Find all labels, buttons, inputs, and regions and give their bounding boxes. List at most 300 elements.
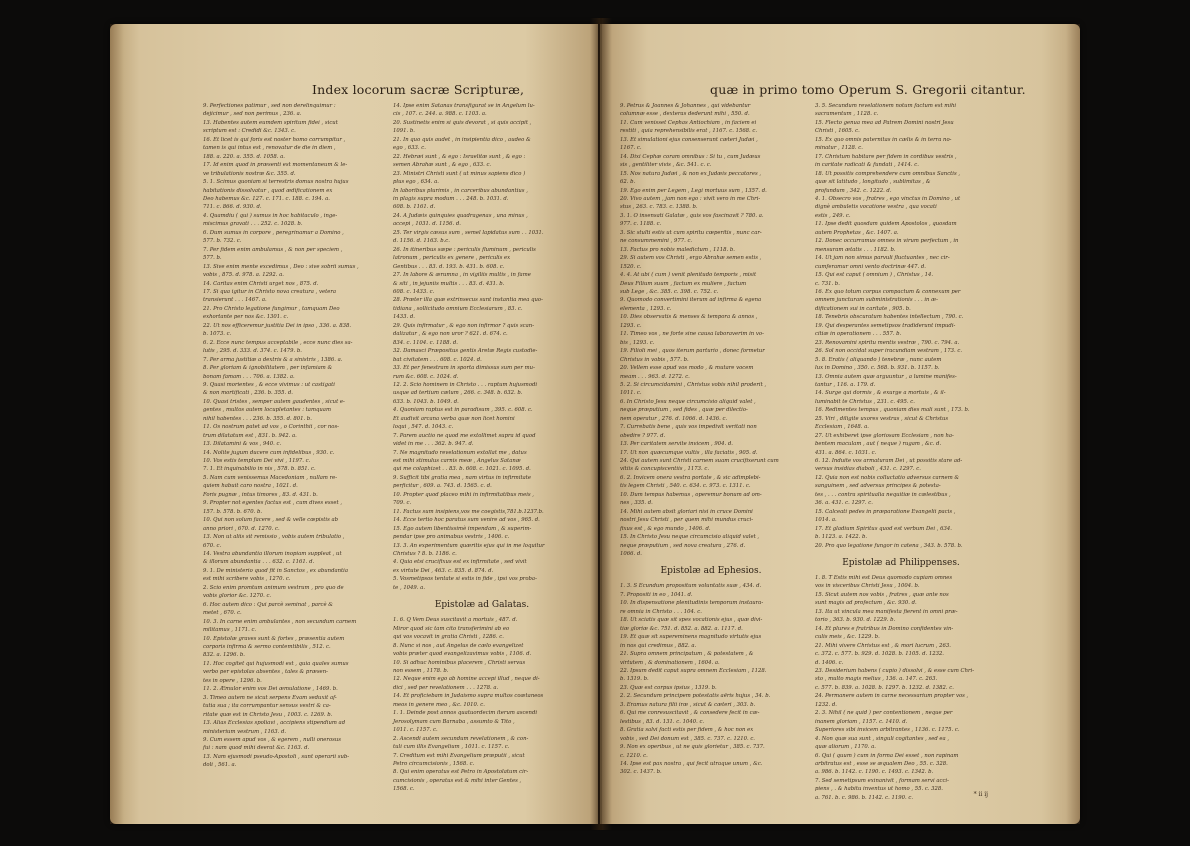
index-line: te , 1049. a. [393, 584, 426, 591]
index-line: vobis præter quod evangelizavimus vobis , 1106. d. [393, 651, 532, 658]
index-line: 14. Caritas enim Christi urget nos , 875. d. [203, 280, 319, 287]
index-line: neque præputium , sed fides , quæ per dilectio- [620, 407, 748, 414]
index-line: 25. Ter virgis cæsus sum , semel lapidatus sum . . 1031. [393, 229, 544, 236]
index-line: 11. Os nostrum patet ad vos , o Corinthii , cor nos- [203, 424, 339, 431]
index-line: in nos qui credimus , 882. a. [620, 642, 697, 649]
index-line: 188. a. 220. a. 355. d. 1058. a. [203, 153, 285, 160]
index-line: 19. Filioli mei , quos iterum parturio , donec formetur [620, 348, 765, 355]
index-line: 11. Cum venisset Cephas Antiochiam , in faciem ei [620, 119, 757, 126]
index-line: Foris pugnæ , intus timores , 83. d. 431. b. [203, 491, 318, 498]
index-line: lestibus , 83. d. 131. c. 1040. c. [620, 718, 705, 725]
index-line: 4. 4. At ubi ( cum ) venit plenitudo temporis , misit [620, 272, 757, 279]
index-line: pendar ipse pro animabus vestris , 1406. c. [393, 534, 510, 541]
index-line: perficitur , 609. a. 743. d. 1565. c. d. [393, 483, 492, 490]
index-line: 12. Neque enim ego ab homine accepi illud , neque di- [393, 676, 540, 683]
index-line: 15. In Christo Jesu neque circumcisio aliquid valet , [620, 534, 760, 541]
index-line: versus insidias diaboli , 431. c. 1297. c. [815, 466, 921, 473]
index-line: c. 731. b. [815, 280, 840, 287]
index-line: Superiores sibi invicem arbitrantes , 1136. c. 1175. c. [815, 727, 960, 734]
index-line: 13. Non ut aliis sit remissio , vobis autem tribulatio , [203, 534, 345, 541]
index-line: 15. Ego autem libentissimè impendam , & superim- [393, 525, 532, 532]
index-line: Deo habemus &c. 127. c. 171. c. 188. c. 194. a. [203, 195, 330, 202]
index-line: 670. c. [203, 542, 222, 549]
index-line: 6. 2. Ecce nunc tempus acceptabile , ecce nunc dies sa- [203, 339, 353, 346]
index-line: sto , multo magis melius , 136. a. 147. c. 263. [815, 676, 938, 683]
index-line: 29. Si autem vos Christi , ergo Abrahæ semen estis , [620, 255, 762, 262]
index-line: autem Prophetas , &c. 1407. a. [815, 229, 899, 236]
index-line: 6. Dum sumus in corpore , peregrinamur a Domino , [203, 229, 344, 236]
index-line: 12. Quia non est nobis colluctatio adversus carnem & [815, 474, 960, 481]
index-line: 16. Et licet is qui foris est noster homo corrumpitur , [203, 136, 346, 143]
index-line: sunt magis ad profectum , &c. 930. d. [815, 600, 917, 607]
index-line: 16. Ex quo totum corpus compactum & connexum per [815, 288, 961, 295]
section-title-philippenses: Epistolæ ad Philippenses. [842, 558, 960, 569]
index-line: 9. Perfectiones patimur , sed non derelinquimur : [203, 103, 336, 109]
index-line: ministerium vestrum , 1163. d. [203, 728, 287, 735]
index-line: 23. Ministri Christi sunt ( ut minus sapiens dico ) [393, 170, 526, 177]
philippenses-entries [815, 574, 987, 802]
index-line: 1520. c. [620, 263, 642, 270]
index-line: 5. Nam cum venissemus Macedoniam , nullam re- [203, 474, 338, 481]
index-line: ne consummemini , 977. c. [620, 238, 693, 245]
index-line: 36. a. 431. c. 1297. c. [815, 500, 873, 507]
right-page [600, 24, 1080, 824]
index-line: 24. Qui autem sunt Christi carnem suam crucifixerunt cum [620, 458, 779, 465]
left-column-2 [393, 102, 571, 794]
index-line: d. 1406. c. [815, 659, 844, 666]
index-line: 19. Qui desperantes semetipsos tradiderunt impudi- [815, 322, 956, 329]
index-line: 20. Vellem esse apud vos modo , & mutare vocem [620, 365, 754, 372]
index-line: 25. Viri , diligite uxores vestras , sicut & Christus [815, 415, 949, 422]
index-line: 12. Donec occurramus omnes in virum perfectum , in [815, 238, 959, 245]
index-line: 9. Petrus & Joannes & Johannes , qui videbantur [620, 103, 751, 109]
index-line: 633. b. 1043. b. 1049. d. [393, 398, 459, 405]
index-line: 14. Vestra abundantia illorum inopiam suppleat , ut [203, 551, 342, 558]
index-line: dejicimur , sed non perimus , 236. a. [203, 111, 302, 118]
index-line: 608. c. 1433. c. [393, 288, 435, 295]
index-line: 1. 1. Deinde post annos quatuordecim iterum ascendi [393, 710, 538, 717]
index-line: ego , 633. c. [393, 145, 426, 152]
index-line: inanem gloriam , 1157. c. 1410. d. [815, 718, 908, 725]
index-line: 157. b. 578. b. 670. b. [203, 508, 263, 515]
index-line: 6. Hoc autem dico : Qui parcè seminat , parcè & [203, 601, 334, 608]
index-line: 17. Ut non quæcumque vultis , illa faciatis , 905. d. [620, 449, 758, 456]
index-line: 1011. c. [620, 390, 642, 397]
index-line: plus ego , 634. a. [393, 179, 439, 186]
index-line: 7. Propositi in eo , 1041. d. [620, 591, 693, 598]
index-line: 4. Quamdiu ( qui ) sumus in hoc habitaculo , inge- [203, 212, 338, 219]
index-line: dignè ambuletis vocatione vestra , qua vocati [815, 204, 937, 211]
index-line: 7. Per arma justitiæ a dextris & a sinistris , 1386. a. [203, 356, 343, 363]
index-line: militamus , 1171. c. [203, 627, 257, 634]
index-line: gentes , multos autem locupletantes : tamquam [203, 407, 331, 414]
index-line: 15. Flecto genua mea ad Patrem Domini nostri Jesu [815, 119, 954, 126]
index-line: 14. Ipse est pax nostra , qui fecit utraque unum , &c. [620, 760, 763, 767]
index-line: rum &c. 608. c. 1024. d. [393, 373, 459, 380]
index-line: virtutem , & dominationem , 1604. a. [620, 659, 720, 666]
index-line: 27. Ut exhiberet ipse gloriosam Ecclesiam , non ha- [815, 432, 954, 439]
index-line: & non mortificati , 236. b. 355. d. [203, 390, 293, 397]
index-line: 4. Non quæ sua sunt , singuli cogitantes , sed ea , [815, 735, 950, 742]
index-line: in caritate radicati & fundati , 1414. c. [815, 162, 919, 169]
index-line: bis , 1293. c. [620, 339, 655, 346]
index-line: 10. Dum tempus habemus , operemur bonum ad om- [620, 491, 762, 498]
index-line: 21. Mihi vivere Christus est , & mori lucrum , 263. [815, 642, 951, 649]
index-line: 18. Tenebris obscuratum habentes intellectum , 790. c. [815, 314, 964, 321]
index-line: 24. A Judæis quinquies quadragenas , una minus , [393, 212, 528, 219]
index-line: 1. 6. Q Vem Deus suscitavit a mortuis , 487. d. [393, 617, 518, 624]
index-line: tidiana , sollicitudo omnium Ecclesiarum , 83. c. [393, 305, 523, 312]
index-line: 3. 5. Secundum revelationem notum factum est mihi [815, 103, 957, 109]
index-line: tutia sua ; ita corrumpantur sensus vestri & ca- [203, 703, 331, 710]
index-line: doli , 561. a. [203, 762, 237, 769]
right-running-head: quæ in primo tomo Operum S. Gregorii citantur. [710, 82, 1026, 97]
index-line: 6. 2. Invicem onera vestra portate , & sic adimplebi- [620, 474, 761, 481]
index-line: 28. Præter illa quæ extrinsecus sunt instantia mea quo- [393, 297, 543, 304]
index-line: 14. Mihi autem absit gloriari nisi in cruce Domini [620, 508, 753, 515]
index-line: 22. Ipsum dedit caput supra omnem Ecclesiam , 1128. [620, 668, 767, 674]
index-line: 13. 3. An experimentum quæritis ejus qui in me loquitur [393, 542, 545, 549]
galatas-entries [393, 616, 571, 794]
index-line: 26. Sol non occidat super iracundiam vestram , 173. c. [815, 348, 963, 355]
index-line: bentem maculam , aut ( neque ) rugam , &c. d. [815, 441, 942, 448]
index-line: ve tribulationis nostræ &c. 355. d. [203, 170, 296, 177]
index-line: 8. Nunc si nos , aut Angelus de cælo evangelizet [393, 642, 524, 649]
index-line: 23. Desiderium habens ( cupio ) dissolvi , & esse cum Chri- [815, 668, 975, 674]
index-line: 10. Vos estis templum Dei vivi , 1197. c. [203, 458, 311, 465]
index-line: tantur , 116. a. 179. d. [815, 381, 876, 388]
index-line: stus , 263. c. 783. c. 1388. b. [620, 204, 698, 211]
index-line: Christus in vobis , 577. b. [620, 356, 689, 363]
index-line: 13. Factus pro nobis maledictum , 1118. b. [620, 246, 735, 253]
index-line: nihil habentes . . . 236. b. 355. d. 801. b. [203, 415, 312, 422]
index-line: sub Lege , &c. 385. c. 398. c. 752. c. [620, 288, 719, 295]
index-line: 10. Si adhuc hominibus placerem , Christi servus [393, 659, 526, 666]
index-line: 14. Et proficiebam in Judaismo supra multos coætaneos [393, 693, 544, 700]
index-line: loqui , 547. d. 1043. c. [393, 424, 454, 431]
index-line: 15. Sicut autem nos vobis , fratres , quæ ante nos [815, 591, 949, 598]
index-line: 62. b. [620, 179, 636, 186]
index-line: nostri Jesu Christi , per quem mihi mundus cruci- [620, 517, 754, 524]
index-line: 6. Qui me conresuscitavit , & consedere fecit in cæ- [620, 710, 760, 717]
index-line: 11. 2. Æmulor enim vos Dei æmulatione , 1469. b. [203, 686, 338, 693]
index-line: meos in genere meo , &c. 1010. c. [393, 701, 485, 708]
index-line: 20. Pro quo legatione fungor in catena , 343. b. 578. b. [815, 542, 963, 549]
index-line: mensuram ætatis . . . 1182. b. [815, 246, 896, 253]
index-line: 7. Sed semetipsum exinanivit , formam servi acci- [815, 777, 949, 784]
index-line: est mihi scribere vobis , 1270. c. [203, 576, 291, 583]
index-line: 19. Ego enim per Legem , Legi mortuus sum , 1357. d. [620, 187, 767, 194]
index-line: 7. 1. Et inquinabilio in nis , 578. b. 851. c. [203, 466, 316, 473]
index-line: dalizatur , & ego non uror ? 621. d. 674. c. [393, 331, 508, 338]
index-line: 608. b. 1161. d. [393, 204, 436, 211]
index-line: 9. Quasi morientes , & ecce vivimus : ut castigati [203, 381, 335, 388]
index-line: restiti , quia reprehensibilis erat , 1167. c. 1568. c. [620, 128, 758, 135]
index-line: 2. Ascendi autem secundum revelationem , & con- [393, 735, 529, 742]
index-line: In laboribus plurimis , in carceribus abundantius , [393, 187, 528, 194]
index-line: 711. c. 866. d. 930. d. [203, 204, 262, 211]
index-line: elementa , 1293. c. [620, 305, 672, 312]
index-line: 22. Hebræi sunt , & ego : Israelitæ sunt , & ego : [393, 153, 526, 160]
index-line: 8. Per gloriam & ignobilitatem , per infamiam & [203, 365, 333, 372]
index-line: piens , . & habitu inventus ut homo , 55. c. 328. [815, 786, 943, 793]
section-title-galatas: Epistolæ ad Galatas. [434, 600, 530, 611]
index-line: 4. Quia etsi crucifixus est ex infirmitate , sed vivit [393, 559, 527, 566]
index-line: Gentibus . . . 83. d. 193. b. 431. b. 608. c. [393, 263, 505, 270]
index-line: neque præputium , sed nova creatura , 276. d. [620, 542, 746, 549]
index-line: columnæ esse , dexteras dederunt mihi , 550. d. [620, 111, 750, 118]
index-line: vos in visceribus Christi Jesu , 1004. b. [815, 583, 920, 590]
index-line: habitationis dissolvatur , quod ædificationem ex [203, 187, 333, 194]
index-line: 21. In quo quis audet , in insipientia dico , audeo & [393, 136, 531, 143]
index-line: nes , 335. d. [620, 500, 653, 507]
index-line: 577. b. [203, 255, 222, 262]
index-line: 22. Ut nos efficeremur justitia Dei in ipso , 336. a. 838. [203, 322, 352, 329]
index-line: 577. b. 732. c. [203, 238, 242, 245]
index-line: 26. In itineribus sæpe : periculis fluminum , periculis [393, 246, 536, 253]
index-line: 17. Id enim quod in præsenti est momentaneum & le- [203, 162, 348, 169]
left-column-2-entries [393, 102, 571, 592]
index-line: quæ sit latitudo , longitudo , sublimitas , & [815, 179, 931, 186]
index-line: 21. Supra omnem principatum , & potestatem , & [620, 651, 754, 658]
index-line: 6. 12. Induite vos armaturam Dei , ut possitis stare ad- [815, 458, 963, 465]
index-line: tuli cum illis Evangelium , 1011. c. 1157. c. [393, 744, 510, 751]
index-line: 23. Quæ est corpus ipsius , 1319. b. [620, 684, 717, 691]
index-line: 2. 2. Secundum principem potestatis aëris hujus , 34. b. [620, 693, 771, 700]
index-line: 32. Damasci Præpositus gentis Aretæ Regis custodie- [393, 348, 538, 355]
right-column-1 [620, 102, 802, 794]
index-line: non essem , 1178. b. [393, 668, 449, 674]
index-line: 14. Ut jam non simus parvuli fluctuantes , nec cir- [815, 255, 950, 262]
index-line: b. 1123. a. 1422. b. [815, 534, 868, 541]
index-line: 7. Creditum est mihi Evangelium præputii , sicut [393, 752, 525, 759]
index-line: bonam famam . . . 706. a. 1382. a. [203, 373, 295, 380]
index-line: 10. 3. In carne enim ambulantes , non secundum carnem [203, 618, 357, 625]
index-line: Petro circumcisionis , 1568. c. [393, 760, 475, 767]
index-line: Jerosolymam cum Barnaba , assumto & Tito , [393, 718, 515, 725]
index-line: 33. Et per fenestram in sporta dimissus sum per mu- [393, 365, 535, 372]
index-line: arbitratus est , esse se æqualem Deo , 55. c. 328. [815, 760, 948, 767]
index-line: 13. Nam ejusmodi pseudo-Apostoli , sunt operarii sub- [203, 753, 350, 760]
index-line: a. 986. b. 1142. c. 1190. c. 1493. c. 1342. b. [815, 769, 934, 776]
index-line: cumcisionis , operatus est & mihi inter Gentes , [393, 777, 522, 784]
index-line: 7. Ne magnitudo revelationum extollat me , datus [393, 449, 527, 456]
index-line: 5. 1. Scimus quoniam si terrestris domus nostra hujus [203, 179, 349, 186]
index-line: 3. Sic stulti estis ut cum spiritu cœperitis , nunc car- [620, 229, 762, 236]
index-line: 9. Non ex operibus , ut ne quis glorietur , 385. c. 737. [620, 744, 765, 751]
index-line: sis , gentiliter vivis , &c. 541. c. c. [620, 162, 712, 169]
index-line: 1014. a. [815, 517, 837, 524]
index-line: 13. Omnia autem quæ arguuntur , a lumine manifes- [815, 373, 957, 380]
index-line: torio , 363. b. 930. d. 1229. b. [815, 617, 896, 624]
index-line: 29. Quis infirmatur , & ego non infirmor ? quis scan- [393, 322, 534, 329]
index-line: 834. c. 1104. c. 1188. d. [393, 339, 458, 346]
index-line: 14. Ecce tertio hoc paratus sum venire ad vos , 965. d. [393, 517, 540, 524]
index-line: Deus Filium suum , factum ex muliere , factum [620, 280, 747, 287]
index-line: d. 1156. d. 1163. b.c. [393, 238, 450, 245]
index-line: exhortante per nos &c. 1301. c. [203, 314, 289, 321]
index-line: ritate quæ est in Christo Jesu , 1003. c. 1269. b. [203, 711, 333, 718]
index-line: 18. Ut possitis comprehendere cum omnibus Sanctis , [815, 170, 961, 177]
index-line: Christus ? 8. b. 1186. c. [393, 551, 457, 558]
index-line: vobis , 875. d. 978. a. 1292. a. [203, 272, 284, 279]
index-line: 8. Gratia salvi facti estis per fidem , & hoc non ex [620, 727, 754, 734]
index-line: 1433. d. [393, 314, 415, 321]
index-line: luminabit te Christus , 231. c. 495. c. [815, 398, 915, 405]
page-edge-shadow [110, 24, 124, 824]
index-line: 19. Et quæ sit supereminens magnitudo virtutis ejus [620, 634, 762, 641]
index-line: 1232. d. [815, 701, 837, 708]
index-line: bat civitatem . . . 608. c. 1024. d. [393, 356, 482, 363]
open-book [110, 18, 1080, 833]
index-line: 15. Qui est caput ( omnium ) , Christus , 14. [815, 272, 934, 279]
index-line: 13. Ita ut vincula mea manifesta fierent in omni præ- [815, 608, 958, 615]
index-line: 10. Quasi tristes , semper autem gaudentes , sicut e- [203, 398, 345, 405]
section-title-ephesios: Epistolæ ad Ephesios. [660, 566, 762, 577]
index-line: 7. Parem auctio ne quod me extollimet supra id quod [393, 432, 536, 439]
index-line: minatur , 1128. c. [815, 145, 863, 152]
index-line: tis legem Christi , 540. c. 634. c. 973. c. 1311. c. [620, 483, 751, 490]
index-line: 4. 1. Obsecro vos , fratres , ego vinctus in Domino , ut [815, 195, 961, 202]
index-line: & illorum abundantia . . . 632. c. 1161. d. [203, 559, 315, 566]
index-line: 13. Et simulationi ejus consenserunt cæteri Judæi , [620, 136, 758, 143]
signature-mark: * ii ij [973, 791, 988, 798]
index-line: tamen is qui intus est , renovatur de die in diem , [203, 145, 336, 152]
index-line: corporis infirma & sermo contemtibilis , 512. c. [203, 644, 331, 650]
index-line: 17. Christum habitare per fidem in cordibus vestris , [815, 153, 957, 160]
index-line: b. 1319. b. [620, 676, 649, 683]
index-line: Et audivit arcana verba quæ non licet homini [393, 415, 515, 422]
index-line: 11. Ipse dedit quosdam quidem Apostolos , quosdam [815, 221, 957, 228]
index-line: 832. a. 1296. b. [203, 652, 245, 659]
index-line: 10. Propter quod placeo mihi in infirmitatibus meis , [393, 491, 534, 498]
index-line: 431. a. 864. c. 1031. c. [815, 449, 877, 456]
index-line: omnem juncturam subministrationis . . . in æ- [815, 297, 938, 304]
index-line: 4. Quoniam raptus est in paradisum , 395. c. 608. c. [393, 407, 533, 414]
index-line: 14. Et plures e fratribus in Domino confidentes vin- [815, 625, 954, 632]
index-line: 13. Dilatamini & vos , 940. c. [203, 441, 282, 448]
index-line: 12. 2. Scio hominem in Christo . . . raptum hujusmodi [393, 381, 538, 388]
index-line: anno priori , 670. d. 1270. c. [203, 525, 280, 532]
index-line: 1011. c. 1157. c. [393, 727, 438, 734]
index-line: 1167. c. [620, 145, 642, 152]
right-column-1-entries [620, 102, 802, 558]
index-line: transierunt . . . 1467. a. [203, 297, 267, 304]
index-line: 14. Surge qui dormis , & exurge a mortuis , & il- [815, 390, 946, 397]
index-line: 17. Si qua igitur in Christo nova creatura , vetera [203, 288, 337, 295]
index-line: Miror quod sic tam cito transferimini ab eo [393, 625, 510, 632]
index-line: 13. Habentes autem eumdem spiritum fidei , sicut [203, 119, 338, 126]
left-column-1 [203, 102, 375, 794]
index-line: c. 577. b. 839. a. 1028. b. 1297. b. 1232. d. 1382. c. [815, 684, 954, 691]
index-line: accepi , 1031. d. 1156. d. [393, 221, 461, 228]
index-line: lux in Domino , 350. c. 568. b. 931. b. 1157. b. [815, 365, 940, 372]
index-line: quiem habuit caro nostra , 1021. d. [203, 483, 298, 490]
index-line: vobis glorior &c. 1270. c. [203, 593, 272, 600]
page-edge-shadow [1066, 24, 1080, 824]
index-line: latronum , periculis ex genere , periculis ex [393, 255, 511, 262]
index-line: in plagis supra modum . . . 248. b. 1031. d. [393, 195, 509, 202]
index-line: tes in opere , 1296. b. [203, 677, 262, 684]
index-line: 9. Cum essem apud vos , & egerem , nulli onerosus [203, 736, 341, 743]
index-line: dici , sed per revelationem . . . 1278. a. [393, 684, 499, 691]
index-line: sanguinem , sed adversus principes & potesta- [815, 483, 941, 490]
index-line: fixus est , & ego mundo , 1406. d. [620, 525, 711, 532]
right-column-2-entries [815, 102, 987, 550]
index-line: c. 1210. c. [620, 752, 648, 759]
index-line: vobis , sed Dei donum est , 385. c. 737. c. 1210. c. [620, 735, 755, 742]
index-line: 302. c. 1437. b. [620, 769, 662, 776]
left-page [110, 24, 598, 824]
index-line: sacramentum , 1128. c. [815, 111, 879, 118]
index-line: culis meis , &c. 1229. b. [815, 634, 880, 641]
index-line: 15. Calceati pedes in præparatione Evangelii pacis , [815, 508, 956, 515]
index-line: 24. Permanere autem in carne necessarium propter vos , [815, 693, 969, 700]
index-line: re omnia in Christo . . . 104. c. [620, 608, 702, 615]
index-line: & siti , in jejuniis multis . . . 83. d. 431. b. [393, 280, 505, 287]
index-line: qui vos vocavit in gratia Christi , 1286. c. [393, 634, 504, 641]
index-line: 10. In dispensatione plenitudinis temporum instaura- [620, 600, 764, 607]
index-line: est mihi stimulus carnis meæ , Angelus Satanæ [393, 458, 521, 465]
book-gutter [590, 18, 612, 830]
index-line: 6. In Christo Jesu neque circumcisio aliquid valet , [620, 398, 756, 405]
index-line: vitiis & concupiscentiis , 1173. c. [620, 466, 710, 473]
index-line: metet , 670. c. [203, 610, 242, 617]
index-line: 9. Sufficit tibi gratia mea , nam virtus in infirmitate [393, 474, 532, 481]
index-line: 2. 3. Nihil ( ne quid ) per contentionem , neque per [815, 710, 953, 717]
index-line: quæ aliorum , 1170. a. [815, 744, 876, 751]
index-line: obedire ? 977. d. [620, 432, 666, 439]
index-line: c. 372. c. 577. b. 929. d. 1028. b. 1105. d. 1232. [815, 651, 944, 658]
index-line: 9. Quomodo convertimini iterum ad infirma & egena [620, 297, 762, 304]
index-line: 3. Timeo autem ne sicut serpens Evam seduxit af- [203, 694, 337, 701]
index-line: cis , 107. c. 244. a. 988. c. 1103. a. [393, 111, 487, 118]
index-line: lutis , 295. d. 333. d. 374. c. 1479. b. [203, 348, 302, 355]
index-line: 27. In labore & ærumna , in vigiliis multis , in fame [393, 272, 531, 279]
index-line: 1091. b. [393, 128, 415, 135]
index-line: 5. Vosmetipsos tentate si estis in fide , ipsi vos proba- [393, 576, 537, 583]
index-line: 13. Per caritatem servite invicem , 904. d. [620, 441, 733, 448]
index-line: 7. Currebatis bene , quis vos impedivit veritati non [620, 424, 757, 431]
index-line: 10. Dies observatis & menses & tempora & annos , [620, 314, 758, 321]
index-line: fui : nam quod mihi deerat &c. 1163. d. [203, 745, 310, 752]
index-line: 17. Et gladium Spiritus quod est verbum Dei , 634. [815, 525, 952, 532]
index-line: nem operatur , 276. d. 1066. d. 1436. c. [620, 415, 728, 422]
index-line: 18. Ut sciatis quæ sit spes vocationis ejus , quæ divi- [620, 617, 763, 624]
index-line: tiæ gloriæ &c. 751. d. 852. a. 882. a. 1117. d. [620, 625, 743, 632]
index-line: 23. Renovamini spiritu mentis vestræ , 790. c. 794. a. [815, 339, 960, 346]
index-line: 9. 1. De ministerio quod fit in Sanctos , ex abundantia [203, 567, 349, 574]
index-line: 14. Dixi Cephæ coram omnibus : Si tu , cum Judæus [620, 153, 761, 160]
index-line: 10. Epistolæ graves sunt & fortes , præsentia autem [203, 635, 345, 642]
index-line: a. 761. b. c. 986. b. 1142. c. 1190. c. [815, 794, 914, 801]
index-line: 10. Qui non solum facere , sed & velle cœpistis ab [203, 517, 339, 524]
index-line: verbo per epistolas absentes , tales & præsen- [203, 669, 328, 676]
index-line: profundum , 342. c. 1222. d. [815, 187, 892, 194]
index-line: 15. Ex quo omnis paternitas in cælis & in terra no- [815, 136, 952, 143]
index-line: videt in me . . . 362. b. 947. d. [393, 441, 474, 448]
index-line: ex virtute Dei , 463. c. 835. d. 874. d. [393, 567, 494, 574]
index-line: 1568. c. [393, 786, 415, 793]
index-line: Ecclesiam , 1648. a. [815, 424, 869, 431]
index-line: semen Abrahæ sunt , & ego , 633. c. [393, 162, 492, 169]
index-line: 1. 8. T Estis mihi est Deus quomodo cupiam omnes [815, 575, 953, 582]
index-line: 8. Qui enim operatus est Petro in Apostolatum cir- [393, 769, 529, 776]
left-running-head: Index locorum sacræ Scripturæ, [312, 82, 525, 97]
index-line: 13. Sive enim mente excedimus , Deo : sive sobrii sumus , [203, 263, 359, 270]
index-line: 9. Propter not egentes factus est , cum dives esset , [203, 500, 343, 507]
index-line: dificationem sui in caritate , 905. b. [815, 305, 911, 312]
